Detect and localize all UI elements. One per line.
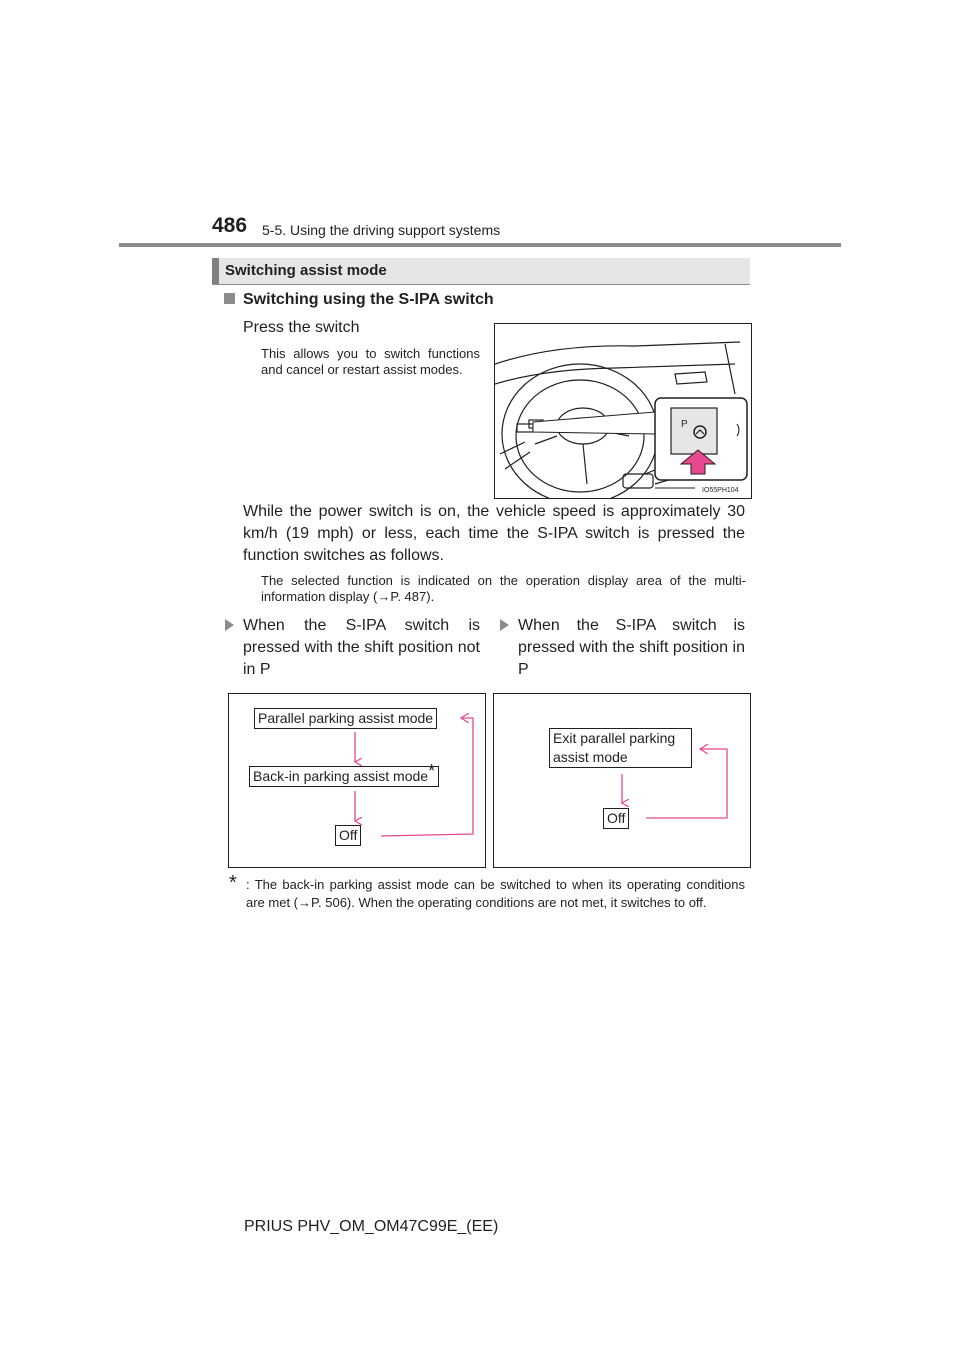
back-in-parking-label: Back-in parking assist mode [253, 768, 429, 784]
header-rule [119, 243, 841, 247]
square-bullet-icon [224, 293, 235, 304]
footer-model-code: PRIUS PHV_OM_OM47C99E_(EE) [244, 1218, 499, 1235]
right-column-heading [518, 615, 745, 681]
flow-arrows-right [494, 694, 750, 867]
dashboard-drawing [495, 324, 751, 498]
right-column-heading-text: When the S-IPA switch is pressed with the shift position in P [518, 617, 745, 678]
exit-parallel-parking-box: Exit parallel parking assist mode [549, 728, 692, 768]
flow-diagram-in-p [493, 693, 751, 868]
press-instruction: Press the switch [243, 319, 360, 336]
footnote-text: : The back-in parking assist mode can be switched to when its operating conditions are met (→P. 506). When the operating conditions are not met, it switches to off. [246, 877, 745, 910]
triangle-bullet-icon [225, 619, 234, 631]
svg-text:P: P [681, 419, 688, 430]
section-banner [212, 258, 750, 285]
footnote-star: * [229, 872, 237, 894]
page-number: 486 [212, 214, 248, 237]
flow-diagram-not-in-p [228, 693, 486, 868]
left-column-heading-text: When the S-IPA switch is pressed with the shift position not in P [243, 617, 480, 678]
press-note: This allows you to switch functions and cancel or restart assist modes. [261, 346, 480, 377]
sub-heading [224, 291, 494, 309]
off-box-left: Off [335, 825, 361, 846]
figure-code: IO55PH104 [702, 487, 739, 494]
power-paragraph: While the power switch is on, the vehicle speed is approximately 30 km/h (19 mph) or less, each time the S-IPA switch is pressed the function switches as follows. [243, 503, 745, 564]
banner-accent-bar [212, 258, 219, 284]
banner-title: Switching assist mode [225, 262, 387, 279]
footnote-mark: * [428, 761, 436, 781]
footnote [229, 872, 745, 912]
sub-heading-text: Switching using the S-IPA switch [243, 291, 494, 308]
section-title: 5-5. Using the driving support systems [262, 222, 501, 238]
off-box-right: Off [603, 808, 629, 829]
steering-wheel-illustration [494, 323, 752, 499]
power-note: The selected function is indicated on the operation display area of the multi-information display (→P. 487). [261, 573, 746, 604]
back-in-parking-box [249, 761, 439, 787]
parallel-parking-box: Parallel parking assist mode [254, 708, 437, 729]
triangle-bullet-icon [500, 619, 509, 631]
left-column-heading [243, 615, 480, 681]
